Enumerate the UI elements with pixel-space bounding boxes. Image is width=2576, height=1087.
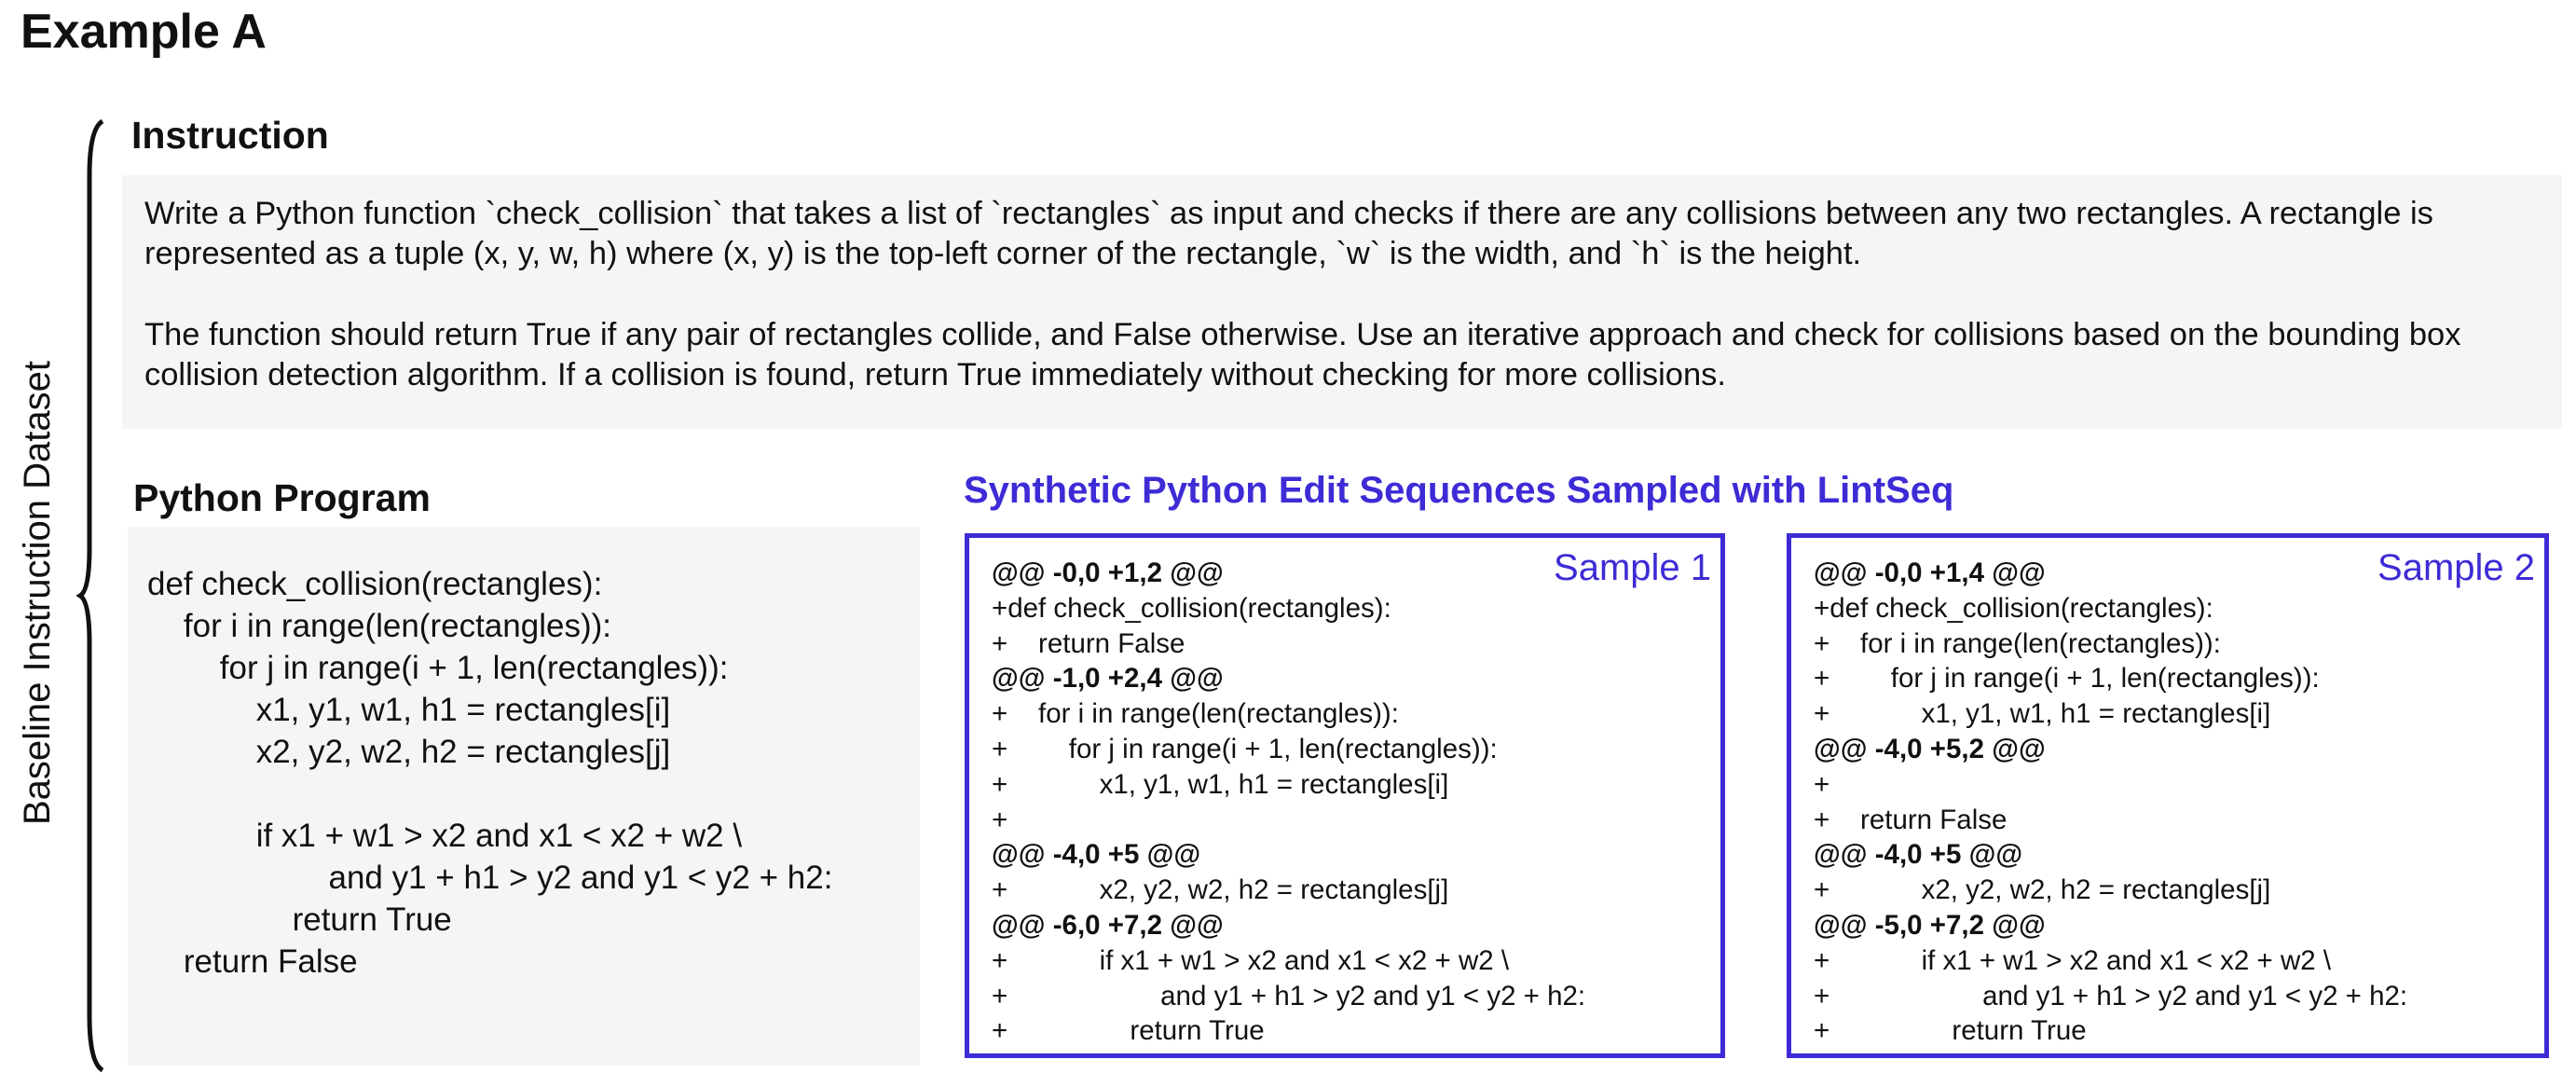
diff-line: + <box>1814 768 1830 800</box>
instruction-heading: Instruction <box>131 114 329 157</box>
diff-line: + return True <box>1814 1015 2087 1047</box>
code-line: for j in range(i + 1, len(rectangles)): <box>147 650 729 686</box>
diff-hunk-header: @@ -4,0 +5,2 @@ <box>1814 734 2046 764</box>
code-line: return False <box>147 943 358 980</box>
dataset-side-label: Baseline Instruction Dataset <box>17 360 58 826</box>
diff-line: + x2, y2, w2, h2 = rectangles[j] <box>992 874 1449 906</box>
diff-line: + if x1 + w1 > x2 and x1 < x2 + w2 \ <box>992 944 1510 976</box>
diff-hunk-header: @@ -6,0 +7,2 @@ <box>992 910 1224 941</box>
code-line: for i in range(len(rectangles)): <box>147 608 611 644</box>
diff-hunk-header: @@ -4,0 +5 @@ <box>1814 839 2023 871</box>
code-line: if x1 + w1 > x2 and x1 < x2 + w2 \ <box>147 818 743 854</box>
diff-line: + x1, y1, w1, h1 = rectangles[i] <box>992 768 1449 800</box>
diff-line: + and y1 + h1 > y2 and y1 < y2 + h2: <box>992 980 1586 1011</box>
code-line: and y1 + h1 > y2 and y1 < y2 + h2: <box>147 860 833 896</box>
diff-line: + return False <box>1814 804 2007 835</box>
diff-hunk-header: @@ -5,0 +7,2 @@ <box>1814 910 2046 941</box>
diff-hunk-header: @@ -0,0 +1,2 @@ <box>992 557 1224 588</box>
diff-line: + return True <box>992 1015 1265 1047</box>
program-panel <box>128 527 920 1066</box>
diff-line: + for i in range(len(rectangles)): <box>1814 627 2221 659</box>
sample-1-panel <box>965 533 1725 1058</box>
diff-line: + x2, y2, w2, h2 = rectangles[j] <box>1814 874 2271 906</box>
instruction-paragraph-2: The function should return True if any pair of rectangles collide, and False otherwise. Use an iterative approach and check for collisions based on the bounding box collision detection algorithm. If a collision is found, return True immediately without checking for more collisions. <box>144 317 2461 392</box>
diff-line: +def check_collision(rectangles): <box>992 592 1391 624</box>
sample-2-panel <box>1787 533 2549 1058</box>
sample-1-label: Sample 1 <box>1554 547 1711 588</box>
diff-line: + x1, y1, w1, h1 = rectangles[i] <box>1814 698 2271 730</box>
diff-hunk-header: @@ -4,0 +5 @@ <box>992 839 1201 871</box>
instruction-paragraph-1: Write a Python function `check_collision` that takes a list of `rectangles` as input and checks if there are any collisions between any two rectangles. A rectangle is represented as a tuple (x, y, w, h) where (x, y) is the top-left corner of the rectangle, `w` is the width, and `h` is the height. <box>144 196 2433 271</box>
diff-line: + and y1 + h1 > y2 and y1 < y2 + h2: <box>1814 980 2408 1011</box>
code-line: x1, y1, w1, h1 = rectangles[i] <box>147 692 671 728</box>
diff-line: + return False <box>992 627 1185 659</box>
diff-line: + if x1 + w1 > x2 and x1 < x2 + w2 \ <box>1814 944 2332 976</box>
diff-hunk-header: @@ -0,0 +1,4 @@ <box>1814 557 2046 588</box>
diff-line: + for i in range(len(rectangles)): <box>992 698 1399 730</box>
sample-2-label: Sample 2 <box>2377 547 2535 588</box>
program-heading: Python Program <box>133 476 431 519</box>
code-line: return True <box>147 901 452 938</box>
diff-line: + for j in range(i + 1, len(rectangles)): <box>992 734 1498 764</box>
diff-line: + <box>992 804 1008 835</box>
diff-line: + for j in range(i + 1, len(rectangles)): <box>1814 663 2320 695</box>
page-title: Example A <box>21 5 267 59</box>
diff-hunk-header: @@ -1,0 +2,4 @@ <box>992 663 1224 695</box>
code-line: x2, y2, w2, h2 = rectangles[j] <box>147 734 671 770</box>
instruction-panel <box>122 175 2562 429</box>
diff-line: +def check_collision(rectangles): <box>1814 592 2213 624</box>
synthetic-heading: Synthetic Python Edit Sequences Sampled with LintSeq <box>964 470 1954 511</box>
code-line: def check_collision(rectangles): <box>147 566 603 602</box>
